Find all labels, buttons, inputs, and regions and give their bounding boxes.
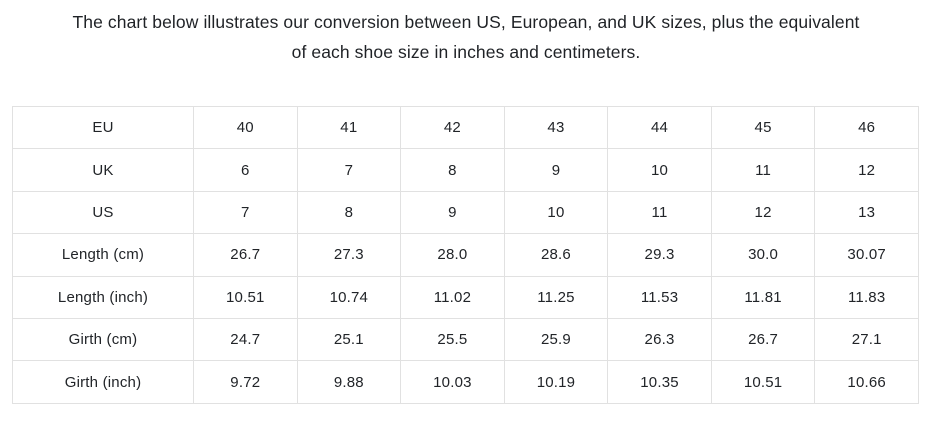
table-cell: 13 [815,191,919,233]
table-cell: 12 [815,149,919,191]
table-cell: 11.53 [608,276,712,318]
table-cell: 41 [297,107,401,149]
table-cell: 28.0 [401,234,505,276]
table-cell: 10.19 [504,361,608,403]
table-row-girth-inch [13,361,919,403]
table-row-us [13,191,919,233]
table-cell: 44 [608,107,712,149]
table-cell: 8 [401,149,505,191]
table-cell: 26.7 [711,318,815,360]
table-cell: 26.7 [194,234,298,276]
table-row-girth-cm [13,318,919,360]
table-cell: 46 [815,107,919,149]
table-row-length-cm [13,234,919,276]
table-cell: 11 [608,191,712,233]
table-cell: 25.1 [297,318,401,360]
table-cell: 42 [401,107,505,149]
table-cell: 29.3 [608,234,712,276]
table-cell: 40 [194,107,298,149]
table-cell: 45 [711,107,815,149]
table-cell: 24.7 [194,318,298,360]
table-cell: 30.07 [815,234,919,276]
table-cell: 10.03 [401,361,505,403]
table-cell: 10.51 [711,361,815,403]
size-conversion-table [12,106,919,404]
table-cell: 7 [297,149,401,191]
table-cell: 6 [194,149,298,191]
table-cell: 10.35 [608,361,712,403]
table-row-length-inch [13,276,919,318]
table-cell: 10.66 [815,361,919,403]
intro-text [0,0,932,67]
table-cell: 27.3 [297,234,401,276]
table-cell: 8 [297,191,401,233]
table-cell: 9.72 [194,361,298,403]
table-cell: 7 [194,191,298,233]
table-row-uk [13,149,919,191]
table-cell: 27.1 [815,318,919,360]
table-cell: 10 [504,191,608,233]
table-cell: 9.88 [297,361,401,403]
row-header-us: US [13,191,194,233]
row-header-length-cm: Length (cm) [13,234,194,276]
table-cell: 9 [504,149,608,191]
row-header-uk: UK [13,149,194,191]
table-cell: 9 [401,191,505,233]
table-cell: 25.5 [401,318,505,360]
table-cell: 11.81 [711,276,815,318]
table-row-eu [13,107,919,149]
table-cell: 26.3 [608,318,712,360]
row-header-length-inch: Length (inch) [13,276,194,318]
table-cell: 28.6 [504,234,608,276]
table-cell: 30.0 [711,234,815,276]
row-header-eu: EU [13,107,194,149]
table-cell: 10.51 [194,276,298,318]
table-cell: 25.9 [504,318,608,360]
table-cell: 11 [711,149,815,191]
intro-line-2: of each shoe size in inches and centimeters. [291,42,641,62]
table-cell: 43 [504,107,608,149]
row-header-girth-cm: Girth (cm) [13,318,194,360]
table-cell: 10.74 [297,276,401,318]
row-header-girth-inch: Girth (inch) [13,361,194,403]
table-cell: 11.02 [401,276,505,318]
table-cell: 11.25 [504,276,608,318]
table-cell: 12 [711,191,815,233]
intro-line-1: The chart below illustrates our conversion between US, European, and UK sizes, plus the equivalent [72,12,860,32]
table-cell: 11.83 [815,276,919,318]
table-cell: 10 [608,149,712,191]
